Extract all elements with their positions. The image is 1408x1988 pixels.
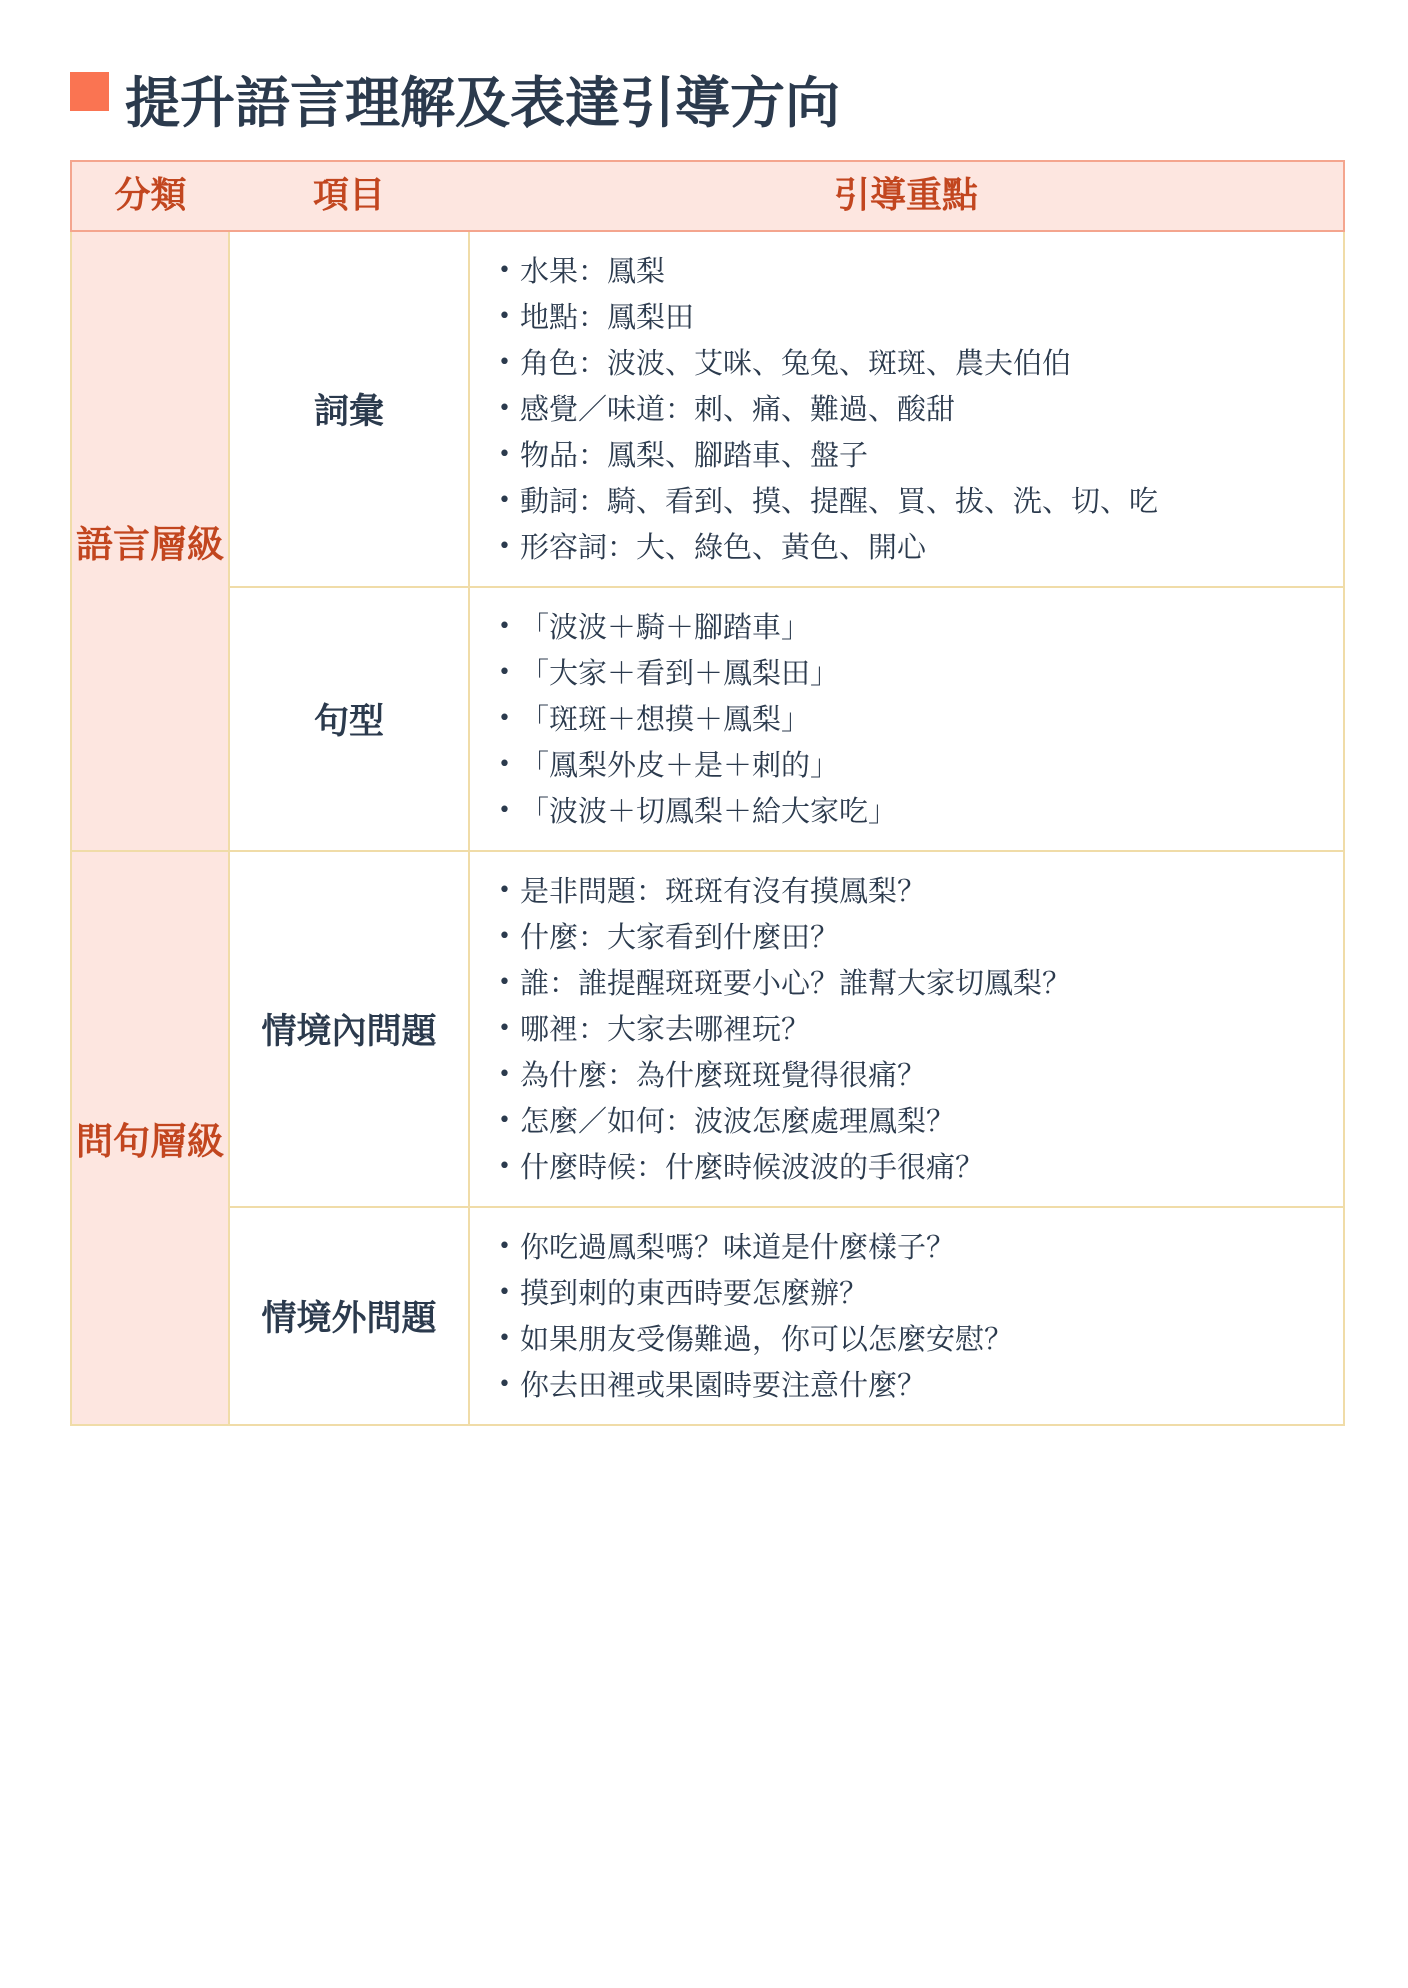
focus-point: • 角色：波波、艾咪、兔兔、斑斑、農夫伯伯 [498, 340, 1343, 386]
header-category: 分類 [71, 161, 229, 231]
focus-point: • 是非問題：斑斑有沒有摸鳳梨？ [498, 868, 1343, 914]
guidance-table [70, 160, 1345, 1426]
header-item: 項目 [229, 161, 469, 231]
header-focus: 引導重點 [469, 161, 1344, 231]
category-cell: 語言層級 [71, 231, 229, 851]
focus-cell [469, 587, 1344, 851]
focus-point: • 感覺／味道：刺、痛、難過、酸甜 [498, 386, 1343, 432]
table-header-row [71, 161, 1344, 231]
focus-point: • 誰：誰提醒斑斑要小心？誰幫大家切鳳梨？ [498, 960, 1343, 1006]
focus-list [498, 248, 1343, 570]
item-cell: 情境外問題 [229, 1207, 469, 1425]
focus-point: • 水果：鳳梨 [498, 248, 1343, 294]
item-cell: 情境內問題 [229, 851, 469, 1207]
table-row [71, 587, 1344, 851]
focus-cell [469, 851, 1344, 1207]
focus-point: • 「波波＋騎＋腳踏車」 [498, 604, 1343, 650]
category-cell: 問句層級 [71, 851, 229, 1425]
focus-point: • 你吃過鳳梨嗎？味道是什麼樣子？ [498, 1224, 1343, 1270]
focus-point: • 「波波＋切鳳梨＋給大家吃」 [498, 788, 1343, 834]
focus-point: • 「鳳梨外皮＋是＋刺的」 [498, 742, 1343, 788]
table-row [71, 851, 1344, 1207]
focus-point: • 你去田裡或果園時要注意什麼？ [498, 1362, 1343, 1408]
focus-list [498, 604, 1343, 834]
item-cell: 詞彙 [229, 231, 469, 587]
focus-point: • 摸到刺的東西時要怎麼辦？ [498, 1270, 1343, 1316]
focus-list [498, 868, 1343, 1190]
focus-point: • 地點：鳳梨田 [498, 294, 1343, 340]
focus-point: • 怎麼／如何：波波怎麼處理鳳梨？ [498, 1098, 1343, 1144]
focus-point: • 什麼：大家看到什麼田？ [498, 914, 1343, 960]
focus-point: • 物品：鳳梨、腳踏車、盤子 [498, 432, 1343, 478]
table-row [71, 231, 1344, 587]
focus-cell [469, 1207, 1344, 1425]
focus-list [498, 1224, 1343, 1408]
focus-point: • 「斑斑＋想摸＋鳳梨」 [498, 696, 1343, 742]
focus-point: • 為什麼：為什麼斑斑覺得很痛？ [498, 1052, 1343, 1098]
item-cell: 句型 [229, 587, 469, 851]
focus-point: • 如果朋友受傷難過，你可以怎麼安慰？ [498, 1316, 1343, 1362]
focus-point: • 形容詞：大、綠色、黃色、開心 [498, 524, 1343, 570]
focus-point: • 什麼時候：什麼時候波波的手很痛？ [498, 1144, 1343, 1190]
focus-point: • 動詞：騎、看到、摸、提醒、買、拔、洗、切、吃 [498, 478, 1343, 524]
focus-point: • 哪裡：大家去哪裡玩？ [498, 1006, 1343, 1052]
title-marker-square [70, 72, 109, 111]
page-title: 提升語言理解及表達引導方向 [125, 71, 841, 135]
focus-point: • 「大家＋看到＋鳳梨田」 [498, 650, 1343, 696]
table-row [71, 1207, 1344, 1425]
focus-cell [469, 231, 1344, 587]
